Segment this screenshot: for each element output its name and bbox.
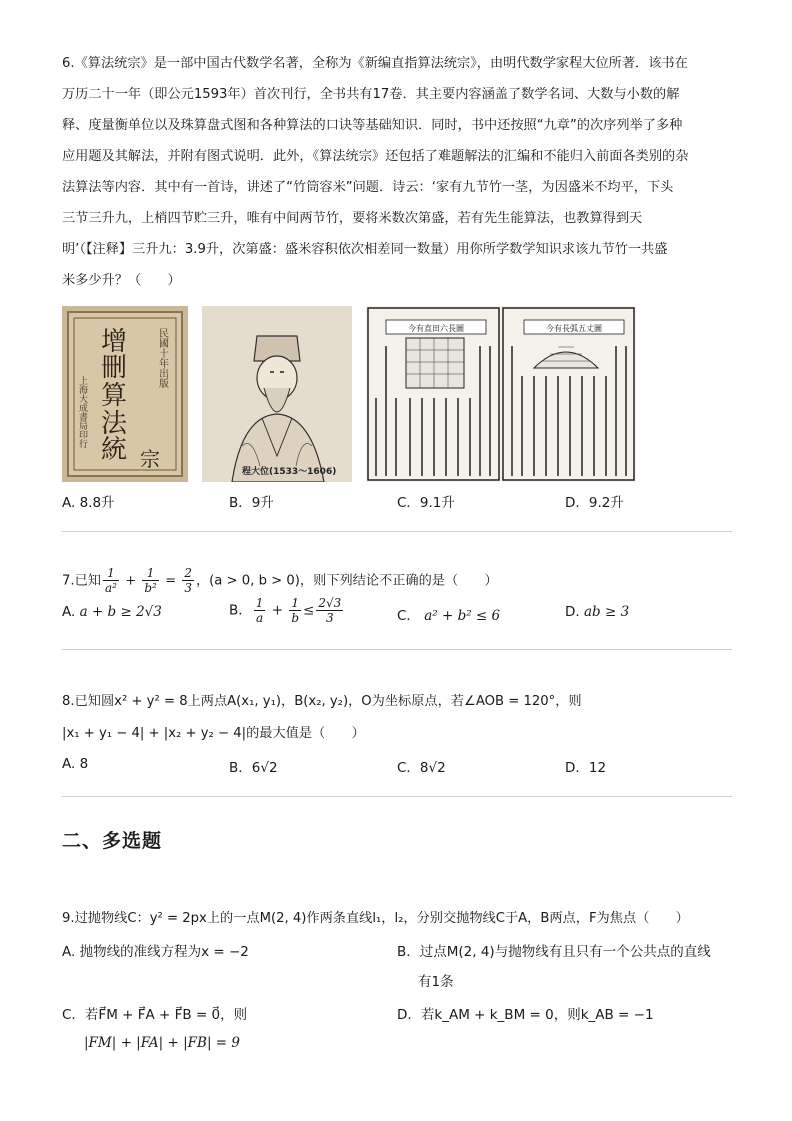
q6-line: 应用题及其解法，并附有图式说明．此外，《算法统宗》还包括了难题解法的汇编和不能归入前面各类别的杂 [62, 149, 689, 164]
q7-option-a[interactable] [62, 604, 162, 620]
q9-option-b-cont: 有1条 [418, 974, 454, 990]
option-label: A. [62, 604, 76, 620]
book-title-char: 宗 [140, 447, 160, 471]
q7-option-c[interactable] [397, 604, 500, 624]
q6-option-c[interactable]: C．9.1升 [397, 495, 455, 511]
q6-line: 明’（【注释】三升九：3.9升，次第盛：盛米容积依次相差同一数量）用你所学数学知识求该九节竹一共盛 [62, 242, 668, 257]
option-label: C． [397, 608, 420, 624]
frac-num: 1 [142, 566, 159, 581]
q7-prefix: 7.已知 [62, 573, 101, 589]
q9-option-d[interactable]: D．若k_AM + k_BM = 0，则k_AB = −1 [397, 1007, 654, 1023]
book-title-char: 增 [100, 327, 128, 357]
q6-line: 米多少升？（ ） [62, 273, 181, 288]
frac-num: 2 [184, 566, 192, 580]
question-7: 7.已知 $\frac{1}{\text{a²}}$ + $\frac{1}{\text{b²}}$ = $\frac{2}{3}$ ，(a > 0, b > 0)，则下列结论不正确的是（ ） [62, 566, 498, 595]
q6-line: 法算法等内容．其中有一首诗，讲述了“竹筒容米”问题．诗云：‘家有九节竹一茎，为因盛米不均平，下头 [62, 180, 674, 195]
q6-line: 万历二十一年（即公元1593年）首次刊行，全书共有17卷．其主要内容涵盖了数学名词、大数与小数的解 [62, 87, 680, 102]
q8-option-a[interactable]: A. 8 [62, 756, 89, 772]
book-pages-image [366, 306, 636, 482]
frac-num: 1 [289, 596, 301, 611]
frac-num: 1 [103, 566, 119, 581]
q9-stem: 9.过抛物线C：y² = 2px上的一点M(2, 4)作两条直线l₁，l₂，分别交抛物线C于A，B两点，F为焦点（ ） [62, 911, 689, 926]
divider [62, 796, 732, 797]
book-title-char: 算 [100, 381, 128, 411]
q7-b-frac2 [289, 596, 301, 625]
section-heading: 二、多选题 [62, 830, 163, 852]
q8-line1: 8.已知圆x² + y² = 8上两点A(x₁, y₁)，B(x₂, y₂)，O为坐标原点，若∠AOB = 120°，则 [62, 694, 582, 709]
q7-b-frac1 [254, 596, 266, 625]
q7-option-b[interactable]: B． $\frac{1}{a}$ + $\frac{1}{b}$ ≤ $\frac{2√3}{3}$ [229, 596, 342, 625]
relation: ≤ [303, 602, 315, 619]
q8-option-d[interactable]: D．12 [565, 760, 607, 776]
q6-line: 三节三升九，上梢四节贮三升，唯有中间两节竹，要将米数次第盛，若有先生能算法，也教算得到天 [62, 211, 643, 226]
option-expr: ab ≥ 3 [583, 604, 630, 620]
frac-den: 3 [184, 581, 192, 595]
q7-frac1 [103, 566, 119, 595]
book-side-text: 民國十年出版 [156, 328, 168, 388]
q9-option-c-cont: |FM| + |FA| + |FB| = 9 [84, 1035, 240, 1051]
divider [62, 649, 732, 650]
portrait-caption: 程大位(1533～1606) [242, 467, 337, 477]
frac-den: b² [144, 581, 157, 595]
book-publisher-text: 上海大成書局印行 [77, 376, 87, 448]
frac-num: 2√3 [318, 596, 342, 610]
q7-option-d[interactable] [565, 604, 629, 620]
book-title-char: 統 [100, 435, 128, 465]
q7-frac2 [142, 566, 159, 595]
book-cover-image [62, 306, 188, 482]
q9-option-b[interactable]: B．过点M(2, 4)与抛物线有且只有一个公共点的直线 [397, 944, 711, 960]
portrait-image [202, 306, 352, 482]
frac-den: a [256, 611, 264, 625]
frac-num: 1 [255, 596, 264, 610]
divider [62, 531, 732, 532]
option-expr: a + b ≥ 2√3 [79, 604, 162, 620]
book-title-char: 法 [100, 409, 128, 439]
q9-option-a[interactable]: A. 抛物线的准线方程为x = −2 [62, 944, 249, 960]
page-title-left: 今有直田六長圖 [408, 324, 464, 333]
book-title-char: 刪 [100, 353, 128, 383]
q6-option-b[interactable]: B．9升 [229, 495, 274, 511]
q7-frac3 [182, 566, 194, 595]
q8-option-b[interactable]: B．6√2 [229, 760, 278, 776]
q6-line: 释、度量衡单位以及珠算盘式图和各种算法的口诀等基础知识．同时，书中还按照“九章”的次序列举了多种 [62, 118, 683, 133]
frac-den: a² [104, 581, 117, 595]
q7-b-frac3 [316, 596, 343, 625]
option-label: D. [565, 604, 580, 620]
q6-option-a[interactable]: A. 8.8升 [62, 495, 115, 511]
page-title-right: 今有長弧五丈圖 [546, 324, 602, 333]
q6-option-d[interactable]: D．9.2升 [565, 495, 624, 511]
q8-option-c[interactable]: C．8√2 [397, 760, 446, 776]
q8-line2: |x₁ + y₁ − 4| + |x₂ + y₂ − 4|的最大值是（ ） [62, 726, 365, 741]
frac-den: b [291, 611, 299, 625]
q6-line: 6.《算法统宗》是一部中国古代数学名著，全称为《新编直指算法统宗》，由明代数学家程大位所著．该书在 [62, 56, 688, 71]
q9-option-c[interactable]: C．若F⃗M + F⃗A + F⃗B = 0⃗，则 [62, 1007, 248, 1023]
option-expr: a² + b² ≤ 6 [424, 608, 501, 624]
question-6 [62, 48, 732, 296]
q7-cond: ，(a > 0, b > 0)，则下列结论不正确的是（ ） [195, 573, 498, 589]
option-label: B． [229, 602, 252, 619]
frac-den: 3 [325, 611, 334, 625]
